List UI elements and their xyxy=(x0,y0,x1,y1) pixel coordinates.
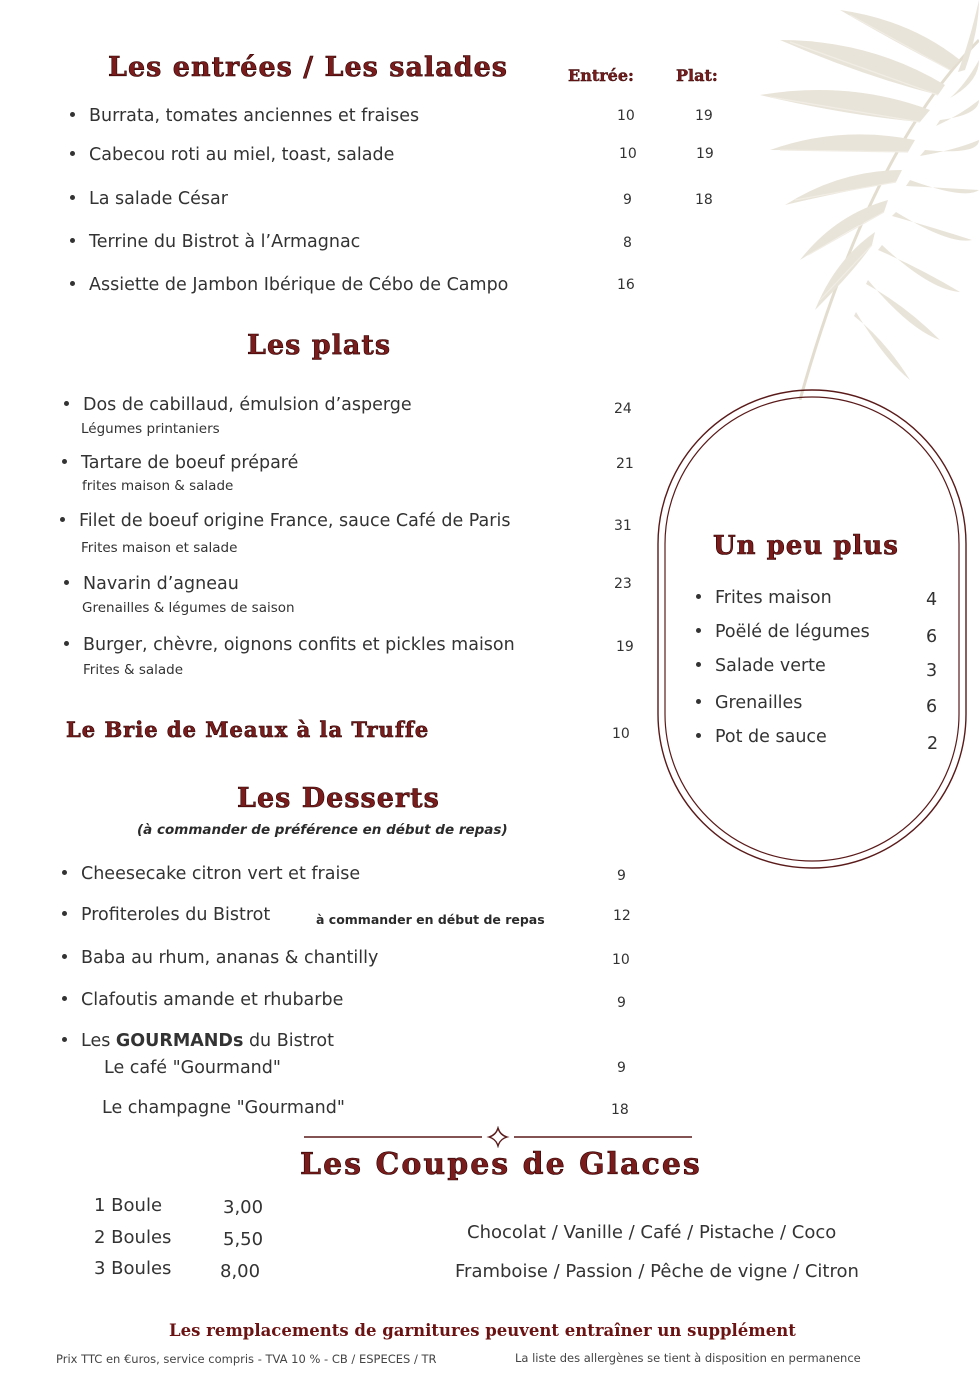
extra-price: 2 xyxy=(927,734,939,754)
bullet-icon xyxy=(62,1037,67,1042)
dessert-price: 18 xyxy=(611,1102,629,1118)
list-item: Cheesecake citron vert et fraise xyxy=(62,864,360,884)
size-label: 2 Boules xyxy=(94,1227,172,1248)
list-item: Frites maison xyxy=(696,588,832,608)
list-item: Dos de cabillaud, émulsion d’asperge xyxy=(64,395,412,415)
plats-title: Les plats xyxy=(247,330,392,361)
plat-price: 23 xyxy=(614,576,632,592)
dessert-note: à commander en début de repas xyxy=(316,912,545,927)
bullet-icon xyxy=(62,996,67,1001)
prices-info: Prix TTC en €uros, service compris - TVA 10 % - CB / ESPECES / TR xyxy=(56,1352,437,1366)
gourmand-item: Le champagne "Gourmand" xyxy=(102,1098,345,1118)
list-item: Poëlé de légumes xyxy=(696,622,870,642)
entree-price: 9 xyxy=(623,192,632,208)
bullet-icon xyxy=(70,151,75,156)
divider-ornament xyxy=(304,1126,692,1148)
plat-price: 19 xyxy=(616,639,634,655)
item-detail: Frites & salade xyxy=(83,662,184,678)
list-item: Terrine du Bistrot à l’Armagnac xyxy=(70,232,360,252)
plat-price: 21 xyxy=(616,456,634,472)
plat-price: 18 xyxy=(695,192,713,208)
supplement-note: Les remplacements de garnitures peuvent entraîner un supplément xyxy=(169,1321,796,1340)
list-item: Pot de sauce xyxy=(696,727,827,747)
entree-price: 16 xyxy=(617,277,635,293)
dessert-price: 9 xyxy=(617,868,626,884)
bullet-icon xyxy=(696,594,701,599)
bullet-icon xyxy=(696,628,701,633)
flavors-line-1: Chocolat / Vanille / Café / Pistache / Coco xyxy=(467,1222,837,1243)
extra-price: 3 xyxy=(926,661,938,681)
allergens-note: La liste des allergènes se tient à disposition en permanence xyxy=(515,1351,861,1365)
list-item: Navarin d’agneau xyxy=(64,574,239,594)
desserts-note: (à commander de préférence en début de repas) xyxy=(137,822,508,838)
list-item: Burrata, tomates anciennes et fraises xyxy=(70,106,419,126)
bullet-icon xyxy=(64,580,69,585)
plat-column-header: Plat: xyxy=(676,66,718,85)
size-label: 3 Boules xyxy=(94,1258,172,1279)
list-item: La salade César xyxy=(70,189,228,209)
bullet-icon xyxy=(70,281,75,286)
bullet-icon xyxy=(696,699,701,704)
list-item: Filet de boeuf origine France, sauce Café de Paris xyxy=(60,511,510,531)
list-item: Assiette de Jambon Ibérique de Cébo de Campo xyxy=(70,275,508,295)
gourmand-item: Le café "Gourmand" xyxy=(104,1058,281,1078)
dessert-price: 9 xyxy=(617,995,626,1011)
brie-price: 10 xyxy=(612,726,630,742)
bullet-icon xyxy=(62,870,67,875)
size-price: 5,50 xyxy=(223,1229,264,1250)
list-item: Baba au rhum, ananas & chantilly xyxy=(62,948,378,968)
size-price: 8,00 xyxy=(220,1261,261,1282)
size-label: 1 Boule xyxy=(94,1195,163,1216)
entrees-title: Les entrées / Les salades xyxy=(108,52,508,83)
glaces-title: Les Coupes de Glaces xyxy=(300,1147,702,1182)
item-detail: frites maison & salade xyxy=(82,478,234,494)
flavors-line-2: Framboise / Passion / Pêche de vigne / Citron xyxy=(455,1261,859,1282)
extra-price: 6 xyxy=(926,627,938,647)
bullet-icon xyxy=(70,195,75,200)
plat-price: 31 xyxy=(614,518,632,534)
list-item: Grenailles xyxy=(696,693,802,713)
desserts-title: Les Desserts xyxy=(237,783,440,814)
bullet-icon xyxy=(70,112,75,117)
list-item: Profiteroles du Bistrot xyxy=(62,905,270,925)
entree-price: 10 xyxy=(619,146,637,162)
brie-title: Le Brie de Meaux à la Truffe xyxy=(66,717,430,742)
entree-price: 8 xyxy=(623,235,632,251)
item-detail: Grenailles & légumes de saison xyxy=(82,600,295,616)
dessert-price: 9 xyxy=(617,1060,626,1076)
entree-column-header: Entrée: xyxy=(568,66,634,85)
plat-price: 19 xyxy=(696,146,714,162)
entree-price: 10 xyxy=(617,108,635,124)
plat-price: 19 xyxy=(695,108,713,124)
bullet-icon xyxy=(62,911,67,916)
dessert-price: 12 xyxy=(613,908,631,924)
bullet-icon xyxy=(70,238,75,243)
size-price: 3,00 xyxy=(223,1197,264,1218)
list-item: Tartare de boeuf préparé xyxy=(62,453,298,473)
bullet-icon xyxy=(64,401,69,406)
dessert-price: 10 xyxy=(612,952,630,968)
item-detail: Frites maison et salade xyxy=(81,540,238,556)
bullet-icon xyxy=(696,733,701,738)
list-item: Clafoutis amande et rhubarbe xyxy=(62,990,343,1010)
list-item: Burger, chèvre, oignons confits et pickles maison xyxy=(64,635,515,655)
palm-leaf-decoration xyxy=(620,0,979,400)
bullet-icon xyxy=(62,954,67,959)
item-detail: Légumes printaniers xyxy=(81,421,220,437)
plat-price: 24 xyxy=(614,401,632,417)
extra-price: 6 xyxy=(926,697,938,717)
bullet-icon xyxy=(60,517,65,522)
list-item: Cabecou roti au miel, toast, salade xyxy=(70,145,394,165)
bullet-icon xyxy=(696,662,701,667)
extras-title: Un peu plus xyxy=(713,531,899,561)
extra-price: 4 xyxy=(926,590,938,610)
bullet-icon xyxy=(62,459,67,464)
bullet-icon xyxy=(64,641,69,646)
list-item: Les GOURMANDs du Bistrot xyxy=(62,1031,334,1051)
list-item: Salade verte xyxy=(696,656,826,676)
